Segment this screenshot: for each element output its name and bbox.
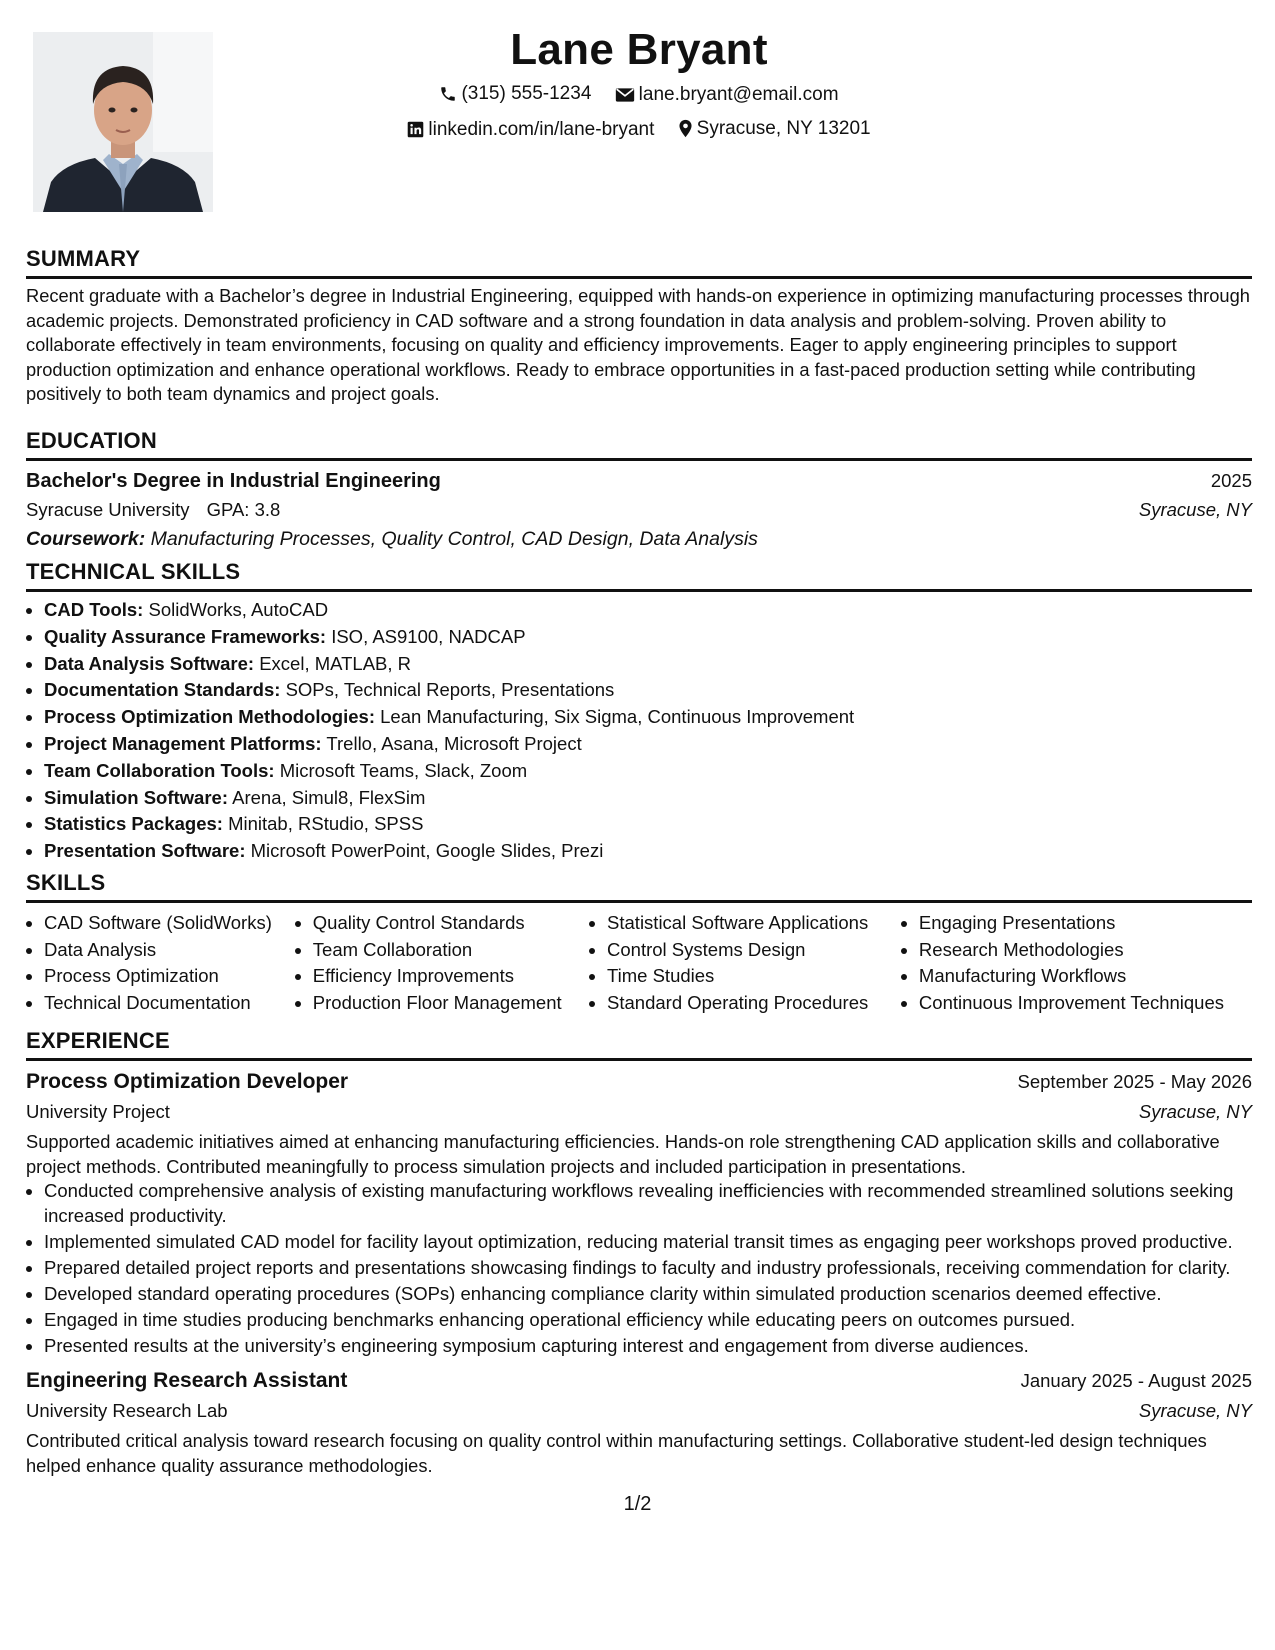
education-school-row [26, 498, 1252, 522]
list-item: • Continuous Improvement Techniques [919, 990, 1252, 1017]
list-item [44, 811, 1252, 838]
education-heading: EDUCATION [26, 427, 1252, 461]
list-item: • Engaged in time studies producing benchmarks enhancing operational efficiency while educating peers on outcomes pursued. [44, 1308, 1252, 1333]
skills-section [26, 869, 1252, 1017]
skill-value: ISO, AS9100, NADCAP [331, 625, 526, 647]
job-dates: September 2025 - May 2026 [1017, 1071, 1252, 1092]
skill-value: Arena, Simul8, FlexSim [232, 786, 426, 808]
school-location: Syracuse, NY [1138, 499, 1252, 521]
list-item: • Implemented simulated CAD model for facility layout optimization, reducing material transit times as engaging peer workshops proved productive. [44, 1230, 1252, 1255]
skills-column-1 [26, 910, 295, 1017]
technical-skills-section [26, 558, 1252, 865]
list-item: • Engaging Presentations [919, 910, 1252, 937]
skill-label: Simulation Software: [44, 786, 228, 808]
coursework-list: Manufacturing Processes, Quality Control, CAD Design, Data Analysis [150, 527, 758, 550]
list-item [44, 677, 1252, 704]
map-pin-icon [678, 119, 693, 138]
candidate-name: Lane Bryant [510, 25, 768, 74]
summary-heading: SUMMARY [26, 245, 1252, 279]
list-item: • Manufacturing Workflows [919, 963, 1252, 990]
graduation-year: 2025 [1210, 470, 1252, 491]
skill-value: SolidWorks, AutoCAD [148, 599, 329, 620]
job-title: Engineering Research Assistant [26, 1369, 348, 1393]
job-org-row [26, 1100, 1252, 1124]
education-section [26, 427, 1252, 553]
technical-skills-list [26, 597, 1252, 865]
skills-column-2 [295, 910, 589, 1017]
list-item [44, 758, 1252, 785]
job-location: Syracuse, NY [1138, 1100, 1252, 1122]
list-item: • Time Studies [607, 963, 901, 990]
skill-value: Minitab, RStudio, SPSS [228, 813, 424, 835]
list-item: • Presented results at the university’s engineering symposium capturing interest and engagement from diverse audiences. [44, 1334, 1252, 1359]
list-item: • Control Systems Design [607, 937, 901, 964]
contact-row-1 [26, 78, 1252, 113]
school-info [26, 498, 280, 522]
list-item [44, 838, 1252, 865]
job-entry [26, 1068, 1252, 1358]
resume-header [26, 22, 1252, 148]
list-item: • Efficiency Improvements [313, 963, 589, 990]
skill-label: Data Analysis Software: [44, 652, 255, 674]
education-degree-row [26, 468, 1252, 494]
job-dates: January 2025 - August 2025 [1020, 1370, 1252, 1392]
list-item [44, 651, 1252, 678]
location-contact [678, 113, 871, 144]
phone-text: (315) 555-1234 [461, 83, 592, 104]
phone-contact[interactable] [439, 78, 591, 109]
degree-title: Bachelor's Degree in Industrial Engineering [26, 470, 441, 492]
email-text: lane.bryant@email.com [638, 84, 839, 105]
list-item [44, 597, 1252, 624]
gpa: GPA: 3.8 [206, 499, 281, 521]
list-item [44, 624, 1252, 651]
page-number: 1/2 [623, 1493, 652, 1515]
skill-value: Microsoft Teams, Slack, Zoom [279, 759, 528, 781]
list-item: • Research Methodologies [919, 937, 1252, 964]
list-item [44, 785, 1252, 812]
list-item: • Developed standard operating procedures (SOPs) enhancing compliance clarity within simulated production scenarios deemed effective. [44, 1282, 1252, 1307]
list-item: • Conducted comprehensive analysis of existing manufacturing workflows revealing inefficiencies with recommended streamlined solutions seeking increased productivity. [44, 1179, 1252, 1228]
list-item: • Production Floor Management [313, 990, 589, 1017]
school-name: Syracuse University [26, 499, 190, 521]
skills-column-4 [901, 910, 1252, 1017]
job-entry [26, 1367, 1252, 1478]
phone-icon [439, 85, 457, 103]
linkedin-icon [407, 121, 424, 138]
job-summary: Supported academic initiatives aimed at enhancing manufacturing efficiencies. Hands-on role strengthening CAD application skills and collaborative project methods. Contributed meaningfully to process simulation projects and included participation in presentations. [26, 1131, 1220, 1177]
list-item: • Quality Control Standards [313, 910, 589, 937]
job-location: Syracuse, NY [1138, 1399, 1252, 1421]
list-item [44, 704, 1252, 731]
skills-grid [26, 910, 1252, 1017]
skill-label: Team Collaboration Tools: [44, 759, 275, 781]
skill-label: Statistics Packages: [44, 813, 223, 835]
skill-label: Quality Assurance Frameworks: [44, 625, 327, 647]
list-item [44, 731, 1252, 758]
job-header-row [26, 1367, 1252, 1395]
skill-value: Trello, Asana, Microsoft Project [326, 732, 582, 754]
skill-value: Microsoft PowerPoint, Google Slides, Prezi [250, 840, 604, 862]
linkedin-contact[interactable] [407, 114, 654, 145]
list-item: • Statistical Software Applications [607, 910, 901, 937]
list-item: • Prepared detailed project reports and presentations showcasing findings to faculty and industry professionals, receiving commendation for clarity. [44, 1256, 1252, 1281]
coursework-line [26, 527, 1252, 553]
skill-value: SOPs, Technical Reports, Presentations [285, 679, 615, 701]
skills-heading: SKILLS [26, 869, 1252, 903]
list-item: • Data Analysis [44, 937, 295, 964]
list-item: • Team Collaboration [313, 937, 589, 964]
skill-label: Project Management Platforms: [44, 732, 322, 754]
list-item: • Technical Documentation [44, 990, 295, 1017]
list-item: • Standard Operating Procedures [607, 990, 901, 1017]
job-bullets [26, 1179, 1252, 1358]
technical-skills-heading: TECHNICAL SKILLS [26, 558, 1252, 592]
skill-value: Excel, MATLAB, R [259, 652, 412, 674]
experience-heading: EXPERIENCE [26, 1027, 1252, 1061]
list-item: • Process Optimization [44, 963, 295, 990]
skill-label: Documentation Standards: [44, 679, 281, 701]
list-item: • CAD Software (SolidWorks) [44, 910, 295, 937]
email-contact[interactable] [615, 79, 839, 110]
coursework-label: Coursework: [26, 527, 146, 550]
location-text: Syracuse, NY 13201 [696, 117, 871, 139]
job-title: Process Optimization Developer [26, 1070, 349, 1093]
envelope-icon [615, 87, 635, 103]
job-organization: University Research Lab [26, 1399, 228, 1421]
job-header-row [26, 1068, 1252, 1096]
summary-section [26, 245, 1252, 407]
skill-label: CAD Tools: [44, 599, 144, 620]
contact-row-2 [26, 113, 1252, 148]
summary-text: Recent graduate with a Bachelor’s degree in Industrial Engineering, equipped with hands-on experience in optimizing manufacturing processes through academic projects. Demonstrated proficiency in CAD software and a strong foundation in data analysis and problem-solving. Proven ability to collaborate effectively in team environments, focusing on quality and efficiency improvements. Eager to apply engineering principles to support production optimization and enhance operational workflows. Ready to embrace opportunities in a fast-paced production setting while contributing positively to both team dynamics and project goals. [26, 285, 1250, 404]
linkedin-text: linkedin.com/in/lane-bryant [428, 118, 655, 140]
job-summary: Contributed critical analysis toward research focusing on quality control within manufacturing settings. Collaborative student-led design techniques helped enhance quality assurance methodologies. [26, 1430, 1207, 1476]
experience-section [26, 1027, 1252, 1478]
skill-value: Lean Manufacturing, Six Sigma, Continuous Improvement [380, 706, 855, 728]
skill-label: Process Optimization Methodologies: [44, 706, 375, 728]
skill-label: Presentation Software: [44, 840, 246, 862]
job-organization: University Project [26, 1100, 170, 1122]
skills-column-3 [589, 910, 901, 1017]
job-org-row [26, 1399, 1252, 1423]
